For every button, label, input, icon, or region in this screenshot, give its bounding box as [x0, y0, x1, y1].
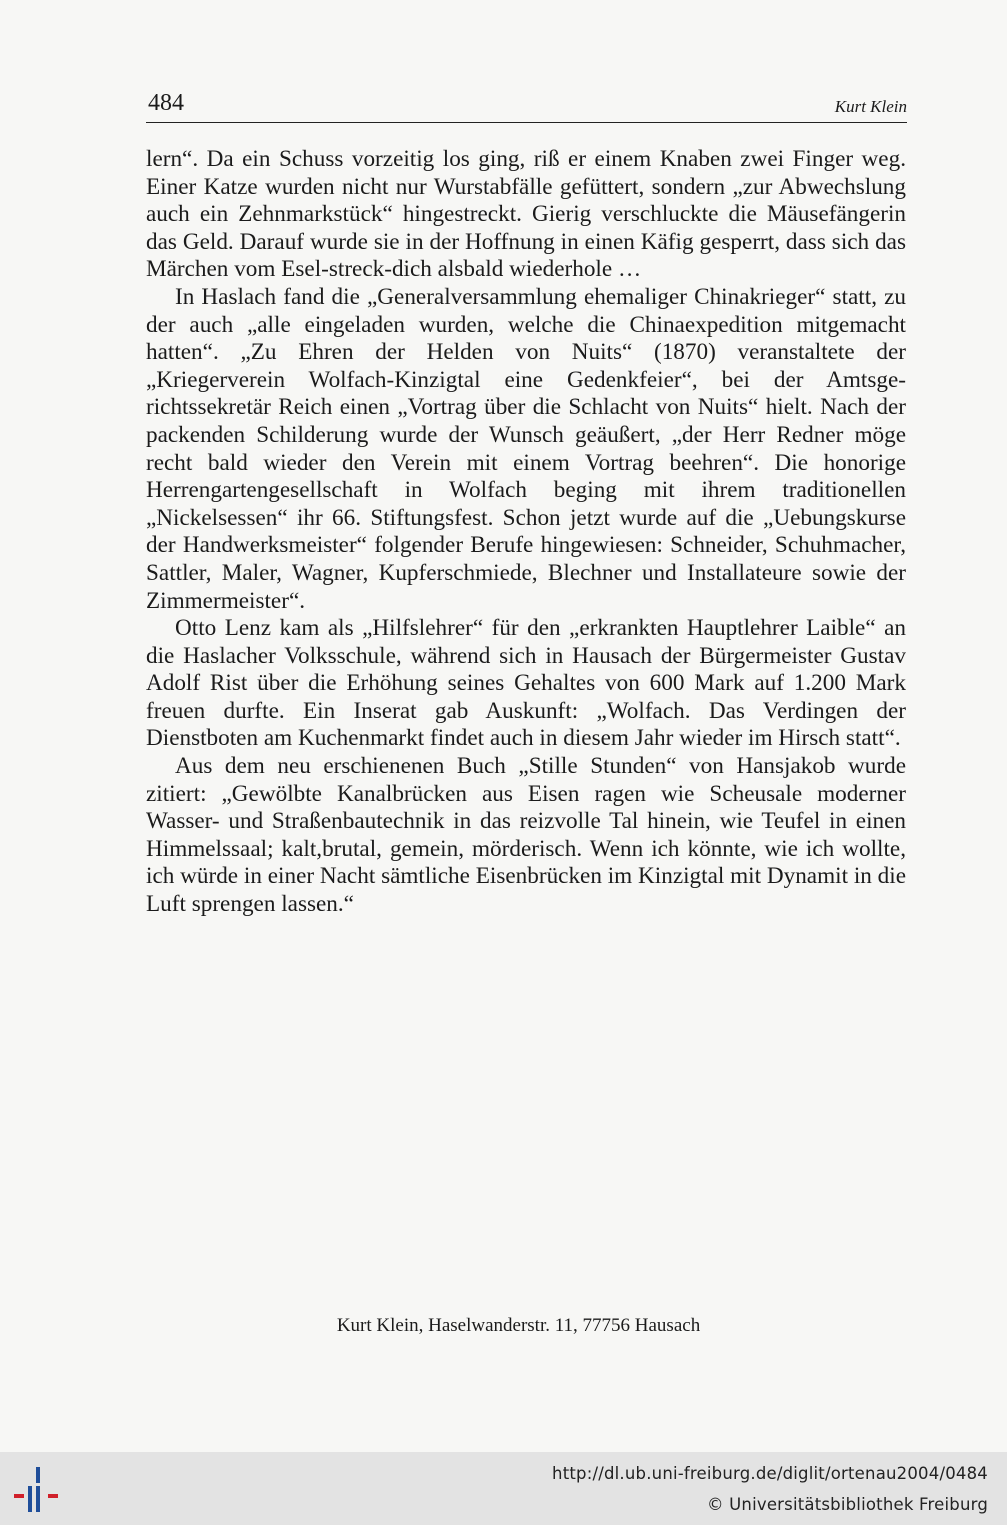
- page-header: [146, 88, 907, 123]
- copyright-notice: © Universitätsbibliothek Freiburg: [706, 1495, 988, 1514]
- ub-freiburg-logo-icon: [12, 1464, 64, 1516]
- page-number: 484: [148, 90, 184, 116]
- author-address: Kurt Klein, Haselwanderstr. 11, 77756 Hausach: [336, 1315, 701, 1336]
- paragraph: Otto Lenz kam als „Hilfslehrer“ für den „erkrankten Hauptlehrer Laible“ an die Haslacher Volksschule, während sich in Hausach der Bürgermeister Gustav Adolf Rist über die Erhöhung seines Gehaltes von 600 Mark auf 1.200 Mark freuen durfte. Ein Inserat gab Auskunft: „Wolfach. Das Verdingen der Dienstboten am Kuchenmarkt findet auch in diesem Jahr wieder im Hirsch statt“.: [146, 615, 906, 752]
- paragraph: In Haslach fand die „Generalversammlung ehemaliger Chinakrieger“ statt, zu der auch „alle eingeladen wurden, welche die Chinaexpedition mitgemacht hatten“. „Zu Ehren der Helden von Nuits“ (1870) veranstaltete der „Kriegerverein Wolfach-Kinzigtal eine Gedenkfeier“, bei der Amtsgerichtssekretär Reich einen „Vortrag über die Schlacht von Nuits“ hielt. Nach der packenden Schilderung wurde der Wunsch geäußert, „der Herr Redner möge recht bald wieder den Verein mit einem Vortrag beehren“. Die honorige Herrengartengesellschaft in Wolfach beging mit ihrem traditionellen „Nickelsessen“ ihr 66. Stiftungsfest. Schon jetzt wurde auf die „Uebungskurse der Handwerksmeister“ folgender Berufe hingewiesen: Schneider, Schuhmacher, Sattler, Maler, Wagner, Kupferschmiede, Blechner und Installateure sowie der Zimmermeister“.: [146, 283, 906, 614]
- body-text: [146, 146, 906, 919]
- document-url-link[interactable]: http://dl.ub.uni-freiburg.de/diglit/ortenau2004/0484: [552, 1464, 988, 1483]
- library-footer-bar: [0, 1452, 1007, 1525]
- running-head-author: Kurt Klein: [834, 97, 907, 116]
- paragraph: Aus dem neu erschienenen Buch „Stille Stunden“ von Hansjakob wurde zitiert: „Gewölbte Kanalbrücken aus Eisen ragen wie Scheusale moderner Wasser- und Straßenbautechnik in das reizvolle Tal hinein, wie Teufel in einen Himmelssaal; kalt,brutal, gemein, mörderisch. Wenn ich könnte, wie ich wollte, ich würde in einer Nacht sämtliche Eisenbrücken im Kinzigtal mit Dynamit in die Luft sprengen lassen.“: [146, 753, 906, 918]
- paragraph-continuation: lern“. Da ein Schuss vorzeitig los ging, riß er einem Knaben zwei Finger weg. Einer Katze wurden nicht nur Wurstabfälle gefüttert, sondern „zur Abwechslung auch ein Zehnmarkstück“ hingestreckt. Gierig verschluckte die Mäusefängerin das Geld. Darauf wurde sie in der Hoffnung in einen Käfig gesperrt, dass sich das Märchen vom Esel-streck-dich alsbald wiederhole …: [146, 146, 906, 283]
